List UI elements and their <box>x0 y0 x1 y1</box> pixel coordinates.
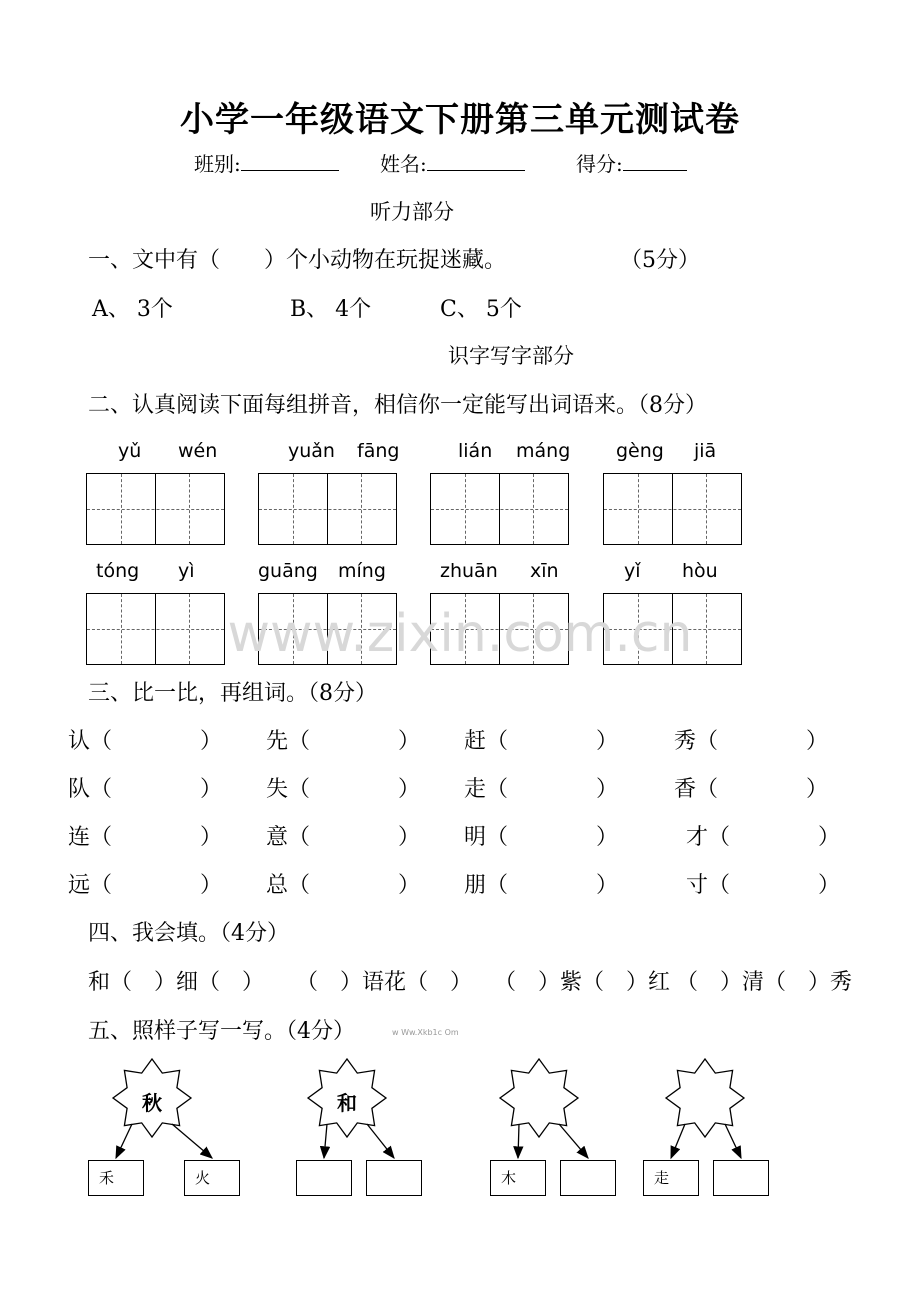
fill-item[interactable]: （ ）清（ ）秀 <box>676 970 853 995</box>
faint-watermark: w Ww.Xkb1c Om <box>392 1028 459 1037</box>
question-2: 二、认真阅读下面每组拼音，相信你一定能写出词语来。（8分） <box>88 393 707 418</box>
pinyin: jiā <box>694 440 717 462</box>
fill-item[interactable]: （ ）紫（ ）红 <box>494 970 671 995</box>
pinyin: yǐ <box>624 560 641 582</box>
compare-item[interactable]: 远（ ） <box>68 873 223 898</box>
left-arrow <box>518 1124 519 1158</box>
score-blank[interactable] <box>623 150 687 171</box>
compare-item[interactable]: 队（ ） <box>68 777 223 802</box>
pinyin: wén <box>178 440 218 462</box>
score-label: 得分: <box>576 152 623 176</box>
pinyin: zhuān <box>440 560 498 582</box>
star-center-char: 和 <box>337 1091 357 1115</box>
left-component-box[interactable]: 禾 <box>88 1160 144 1196</box>
page-title: 小学一年级语文下册第三单元测试卷 <box>180 100 740 140</box>
pinyin: hòu <box>682 560 718 582</box>
right-arrow <box>172 1124 212 1158</box>
right-component-box[interactable] <box>366 1160 422 1196</box>
score-field <box>576 148 687 177</box>
watermark: www.zixin.com.cn <box>227 604 693 664</box>
compare-item[interactable]: 赶（ ） <box>464 729 619 754</box>
class-field <box>194 148 339 177</box>
option-b[interactable]: B、 4个 <box>290 297 372 322</box>
pinyin: xīn <box>530 560 559 582</box>
right-component-box[interactable] <box>560 1160 616 1196</box>
compare-item[interactable]: 先（ ） <box>266 729 421 754</box>
pinyin: míng <box>338 560 386 582</box>
left-component-box[interactable]: 木 <box>490 1160 546 1196</box>
compare-item[interactable]: 意（ ） <box>266 825 421 850</box>
writing-grid[interactable] <box>86 473 225 545</box>
question-4: 四、我会填。（4分） <box>88 921 289 946</box>
name-blank[interactable] <box>427 150 525 171</box>
pinyin: yuǎn <box>288 440 335 462</box>
right-component-box[interactable]: 火 <box>184 1160 240 1196</box>
fill-item[interactable]: 和（ ）细（ ） <box>88 970 265 995</box>
question-1: 一、文中有（ ）个小动物在玩捉迷藏。 <box>88 248 507 273</box>
right-component-box[interactable] <box>713 1160 769 1196</box>
name-field <box>380 148 525 177</box>
left-component-box[interactable] <box>296 1160 352 1196</box>
pinyin: guāng <box>258 560 318 582</box>
left-arrow <box>116 1124 132 1158</box>
compare-item[interactable]: 朋（ ） <box>464 873 619 898</box>
question-3: 三、比一比，再组词。（8分） <box>88 681 377 706</box>
pinyin: fāng <box>357 440 400 462</box>
right-arrow <box>559 1124 588 1158</box>
name-label: 姓名: <box>380 152 427 176</box>
star-diagram-3 <box>500 1059 588 1158</box>
left-component-box[interactable]: 走 <box>643 1160 699 1196</box>
class-label: 班别: <box>194 152 241 176</box>
writing-grid[interactable] <box>430 473 569 545</box>
pinyin: yǔ <box>118 440 142 462</box>
pinyin: yì <box>178 560 195 582</box>
compare-item[interactable]: 总（ ） <box>266 873 421 898</box>
compare-item[interactable]: 秀（ ） <box>674 729 829 754</box>
right-arrow <box>367 1124 394 1158</box>
compare-item[interactable]: 寸（ ） <box>686 873 841 898</box>
pinyin: máng <box>516 440 571 462</box>
star-shape <box>500 1059 578 1137</box>
compare-item[interactable]: 失（ ） <box>266 777 421 802</box>
compare-item[interactable]: 明（ ） <box>464 825 619 850</box>
pinyin: lián <box>458 440 493 462</box>
writing-grid[interactable] <box>603 473 742 545</box>
left-arrow <box>671 1124 685 1158</box>
star-center-char: 秋 <box>142 1091 162 1115</box>
right-arrow <box>725 1124 741 1158</box>
class-blank[interactable] <box>241 150 339 171</box>
option-a[interactable]: A、 3个 <box>92 297 173 322</box>
pinyin: gèng <box>616 440 664 462</box>
compare-item[interactable]: 才（ ） <box>686 825 841 850</box>
question-1-points: （5分） <box>620 248 700 273</box>
literacy-heading: 识字写字部分 <box>448 344 574 368</box>
star-shape <box>666 1059 744 1137</box>
compare-item[interactable]: 连（ ） <box>68 825 223 850</box>
pinyin: tóng <box>96 560 140 582</box>
left-arrow <box>324 1124 327 1158</box>
writing-grid[interactable] <box>258 473 397 545</box>
star-diagram-4 <box>666 1059 744 1158</box>
compare-item[interactable]: 认（ ） <box>68 729 223 754</box>
question-5: 五、照样子写一写。（4分） <box>88 1019 355 1044</box>
fill-item[interactable]: （ ）语花（ ） <box>296 970 473 995</box>
compare-item[interactable]: 走（ ） <box>464 777 619 802</box>
option-c[interactable]: C、 5个 <box>440 297 522 322</box>
compare-item[interactable]: 香（ ） <box>674 777 829 802</box>
listening-heading: 听力部分 <box>370 200 454 224</box>
